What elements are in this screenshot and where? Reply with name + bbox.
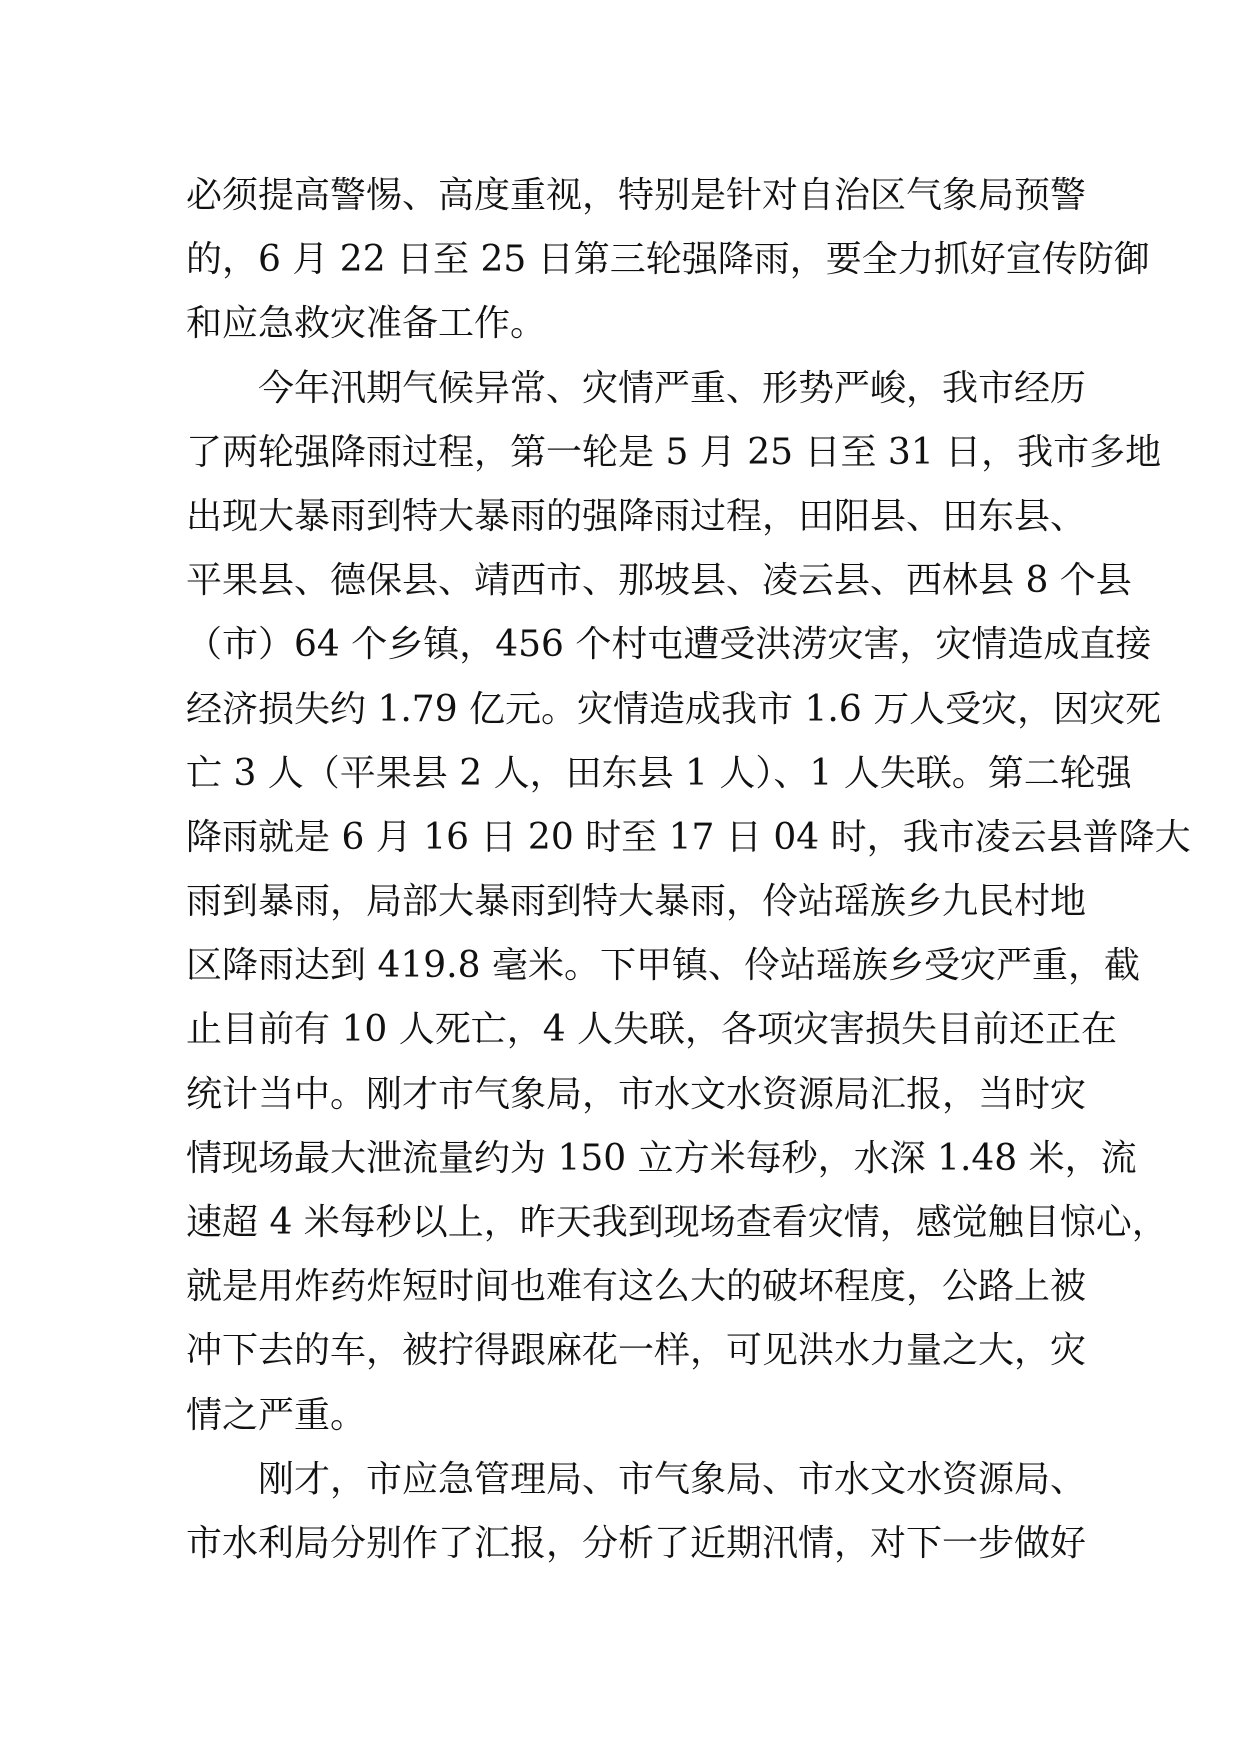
text-line: 统计当中。刚才市气象局，市水文水资源局汇报，当时灾	[186, 1073, 1087, 1115]
text-line: 和应急救灾准备工作。	[186, 303, 547, 345]
text-line: 的，6 月 22 日至 25 日第三轮强降雨，要全力抓好宣传防御	[186, 239, 1150, 281]
body-text	[186, 164, 1191, 1576]
text-line: 区降雨达到 419.8 毫米。下甲镇、伶站瑶族乡受灾严重，截	[186, 945, 1140, 987]
text-line: 刚才，市应急管理局、市气象局、市水文水资源局、	[186, 1458, 1087, 1500]
text-line: 经济损失约 1.79 亿元。灾情造成我市 1.6 万人受灾，因灾死	[186, 688, 1162, 730]
text-line: 速超 4 米每秒以上，昨天我到现场查看灾情，感觉触目惊心，	[186, 1202, 1168, 1243]
text-line: 就是用炸药炸短时间也难有这么大的破坏程度，公路上被	[186, 1266, 1087, 1308]
text-line: 情现场最大泄流量约为 150 立方米每秒，水深 1.48 米，流	[186, 1137, 1137, 1179]
text-line: （市）64 个乡镇，456 个村屯遭受洪涝灾害，灾情造成直接	[186, 624, 1152, 666]
text-line: 止目前有 10 人死亡，4 人失联，各项灾害损失目前还正在	[186, 1009, 1118, 1051]
text-line: 情之严重。	[186, 1394, 367, 1436]
text-line: 降雨就是 6 月 16 日 20 时至 17 日 04 时，我市凌云县普降大	[186, 816, 1191, 858]
text-line: 市水利局分别作了汇报，分析了近期汛情，对下一步做好	[186, 1522, 1087, 1564]
text-line: 出现大暴雨到特大暴雨的强降雨过程，田阳县、田东县、	[186, 495, 1087, 537]
text-line: 必须提高警惕、高度重视，特别是针对自治区气象局预警	[186, 175, 1087, 216]
text-line: 平果县、德保县、靖西市、那坡县、凌云县、西林县 8 个县	[186, 560, 1132, 602]
text-line: 冲下去的车，被拧得跟麻花一样，可见洪水力量之大，灾	[186, 1330, 1087, 1372]
text-line: 今年汛期气候异常、灾情严重、形势严峻，我市经历	[186, 367, 1087, 409]
text-line: 雨到暴雨，局部大暴雨到特大暴雨，伶站瑶族乡九民村地	[186, 881, 1087, 923]
text-line: 了两轮强降雨过程，第一轮是 5 月 25 日至 31 日，我市多地	[186, 431, 1162, 473]
text-line: 亡 3 人（平果县 2 人，田东县 1 人）、1 人失联。第二轮强	[186, 752, 1132, 794]
